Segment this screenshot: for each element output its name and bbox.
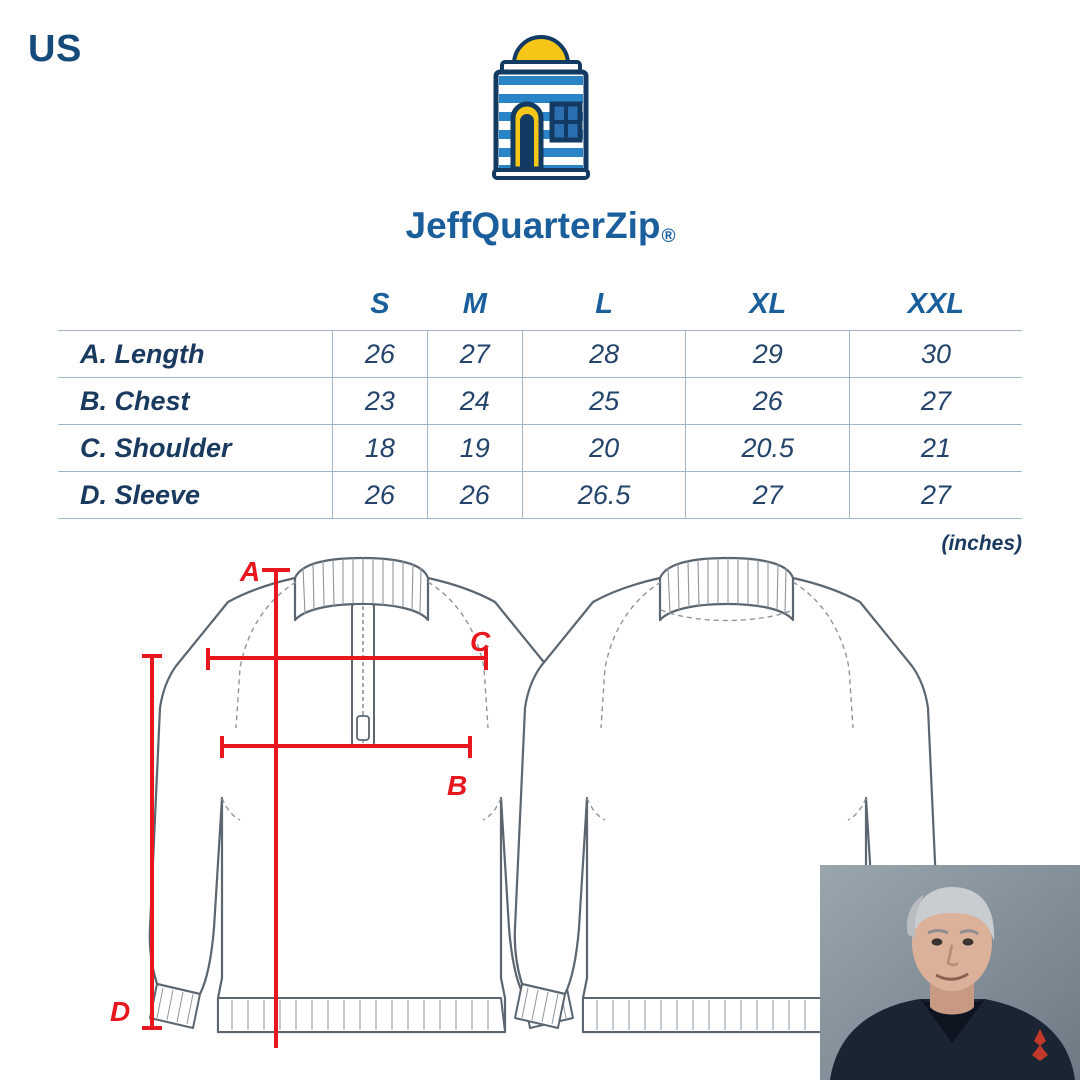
size-table: [58, 278, 1022, 519]
cell-chest-xl: 26: [686, 378, 850, 425]
header-size-xl: XL: [749, 287, 787, 320]
cell-length-l: 28: [522, 331, 686, 378]
units-note: (inches): [941, 532, 1022, 555]
brand-text: JeffQuarterZip: [405, 205, 661, 246]
man-portrait-photo: [820, 865, 1080, 1080]
size-table-body: [58, 331, 1022, 519]
cell-sleeve-m: 26: [427, 472, 522, 519]
row-label-shoulder: C. Shoulder: [58, 425, 333, 472]
row-label-length: A. Length: [58, 331, 333, 378]
trademark-symbol: ®: [661, 226, 676, 247]
cell-chest-l: 25: [522, 378, 686, 425]
header-size-l: L: [595, 287, 613, 320]
table-header-row: [58, 278, 1022, 331]
cell-shoulder-m: 19: [427, 425, 522, 472]
measure-label-b: B: [447, 770, 468, 801]
beach-cabana-logo: [466, 22, 616, 187]
cell-shoulder-s: 18: [333, 425, 428, 472]
header-size-m: M: [462, 287, 487, 320]
table-row: [58, 472, 1022, 519]
cell-length-xl: 29: [686, 331, 850, 378]
cell-chest-xxl: 27: [850, 378, 1022, 425]
table-row: [58, 425, 1022, 472]
cell-sleeve-s: 26: [333, 472, 428, 519]
cell-shoulder-l: 20: [522, 425, 686, 472]
table-row: [58, 378, 1022, 425]
header-blank: [58, 278, 333, 331]
row-label-sleeve: D. Sleeve: [58, 472, 333, 519]
cell-sleeve-l: 26.5: [522, 472, 686, 519]
region-label: US: [28, 28, 82, 70]
cell-length-m: 27: [427, 331, 522, 378]
cell-sleeve-xl: 27: [686, 472, 850, 519]
cell-sleeve-xxl: 27: [850, 472, 1022, 519]
measure-label-a: A: [240, 556, 261, 587]
cell-shoulder-xl: 20.5: [686, 425, 850, 472]
measure-label-d: D: [110, 996, 131, 1027]
measure-label-c: C: [470, 626, 491, 657]
cell-shoulder-xxl: 21: [850, 425, 1022, 472]
cell-length-xxl: 30: [850, 331, 1022, 378]
row-label-chest: B. Chest: [58, 378, 333, 425]
cell-chest-s: 23: [333, 378, 428, 425]
cell-length-s: 26: [333, 331, 428, 378]
size-table-header: [58, 278, 1022, 331]
header-size-s: S: [370, 287, 390, 320]
cell-chest-m: 24: [427, 378, 522, 425]
table-row: [58, 331, 1022, 378]
header-size-xxl: XXL: [907, 287, 964, 320]
quarter-zip-front-view: [150, 558, 573, 1032]
brand-name: [0, 205, 1080, 247]
